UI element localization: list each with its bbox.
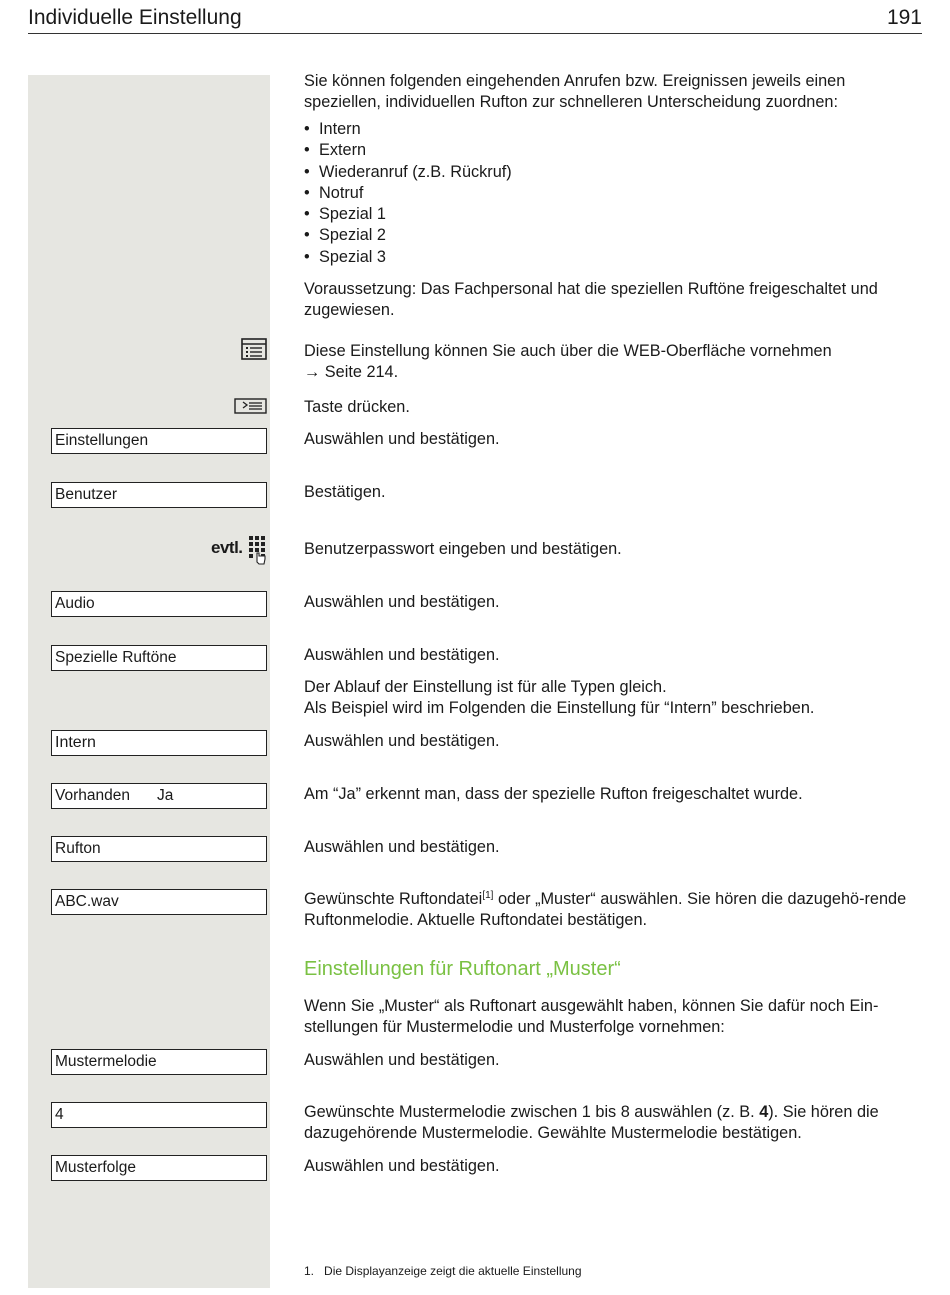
muster-intro: Wenn Sie „Muster“ als Ruftonart ausgewählt haben, können Sie dafür noch Ein-stellungen für Mustermelodie und Musterfolge vornehmen: <box>304 997 879 1037</box>
display-label: Mustermelodie <box>55 1053 157 1070</box>
step-musterfolge: Auswählen und bestätigen. <box>304 1157 500 1175</box>
footnote-marker[interactable]: [1] <box>482 890 494 901</box>
web-note-line: Diese Einstellung können Sie auch über die WEB-Oberfläche vornehmen <box>304 342 832 360</box>
display-label: Musterfolge <box>55 1159 136 1176</box>
procedure-note-line: Als Beispiel wird im Folgenden die Einstellung für “Intern” beschrieben. <box>304 699 815 718</box>
display-value: Ja <box>157 787 174 804</box>
prerequisite-label: Voraussetzung <box>304 280 412 298</box>
example-value: 4 <box>759 1103 769 1121</box>
step-mustermelodie: Auswählen und bestätigen. <box>304 1051 500 1069</box>
prerequisite-text: : Das Fachpersonal hat die speziellen Ruftöne freigeschaltet und zugewiesen. <box>304 280 878 320</box>
step-password: Benutzerpasswort eingeben und bestätigen. <box>304 540 622 558</box>
display-einstellungen[interactable] <box>51 428 267 454</box>
step-text: ). Sie hören die dazugehörende Mustermelodie. Gewählte Mustermelodie bestätigen. <box>304 1103 879 1143</box>
footnote-number: 1. <box>304 1264 315 1278</box>
display-intern[interactable] <box>51 730 267 756</box>
step-text: Gewünschte Ruftondatei <box>304 890 483 908</box>
step-rufton: Auswählen und bestätigen. <box>304 838 500 856</box>
keypad-icon <box>248 535 268 565</box>
list-item: • Spezial 3 <box>304 247 922 268</box>
display-label: Audio <box>55 595 95 612</box>
display-vorhanden[interactable] <box>51 783 267 809</box>
page-section-title: Individuelle Einstellung <box>28 6 242 29</box>
page-reference-link[interactable]: → Seite 214. <box>304 363 399 382</box>
web-note <box>304 341 922 384</box>
step-melody-choice <box>304 1102 922 1145</box>
section-heading: Einstellungen für Ruftonart „Muster“ <box>304 958 621 980</box>
step-text: oder „Muster“ auswählen. Sie hören die dazugehö-rende Ruftonmelodie. Aktuelle Ruftondatei bestätigen. <box>304 890 907 930</box>
intro-paragraph: Sie können folgenden eingehenden Anrufen bzw. Ereignissen jeweils einen speziellen, individuellen Rufton zur schnelleren Unterscheidung zuordnen: <box>304 72 846 112</box>
list-item: • Extern <box>304 140 922 161</box>
footnote-text: Die Displayanzeige zeigt die aktuelle Einstellung <box>324 1264 582 1278</box>
web-interface-icon <box>241 338 267 360</box>
list-item: • Notruf <box>304 183 922 204</box>
display-musterfolge[interactable] <box>51 1155 267 1181</box>
display-rufton[interactable] <box>51 836 267 862</box>
step-vorhanden: Am “Ja” erkennt man, dass der spezielle Rufton freigeschaltet wurde. <box>304 785 803 803</box>
step-benutzer: Bestätigen. <box>304 483 386 501</box>
step-audio: Auswählen und bestätigen. <box>304 593 500 611</box>
display-melody-4[interactable] <box>51 1102 267 1128</box>
display-label: Benutzer <box>55 486 118 503</box>
display-spezielle-ruftoene[interactable] <box>51 645 267 671</box>
display-label: Intern <box>55 734 96 751</box>
evtl-label: evtl. <box>211 538 243 557</box>
step-spezielle: Auswählen und bestätigen. <box>304 646 500 664</box>
step-ringtone-file <box>304 889 922 932</box>
display-label: ABC.wav <box>55 893 119 910</box>
display-abc-wav[interactable] <box>51 889 267 915</box>
display-mustermelodie[interactable] <box>51 1049 267 1075</box>
prerequisite-paragraph <box>304 279 922 322</box>
call-type-list <box>304 119 922 268</box>
display-benutzer[interactable] <box>51 482 267 508</box>
display-label: Rufton <box>55 840 101 857</box>
header-divider <box>28 33 922 34</box>
footnote <box>304 1264 582 1278</box>
list-item: • Spezial 1 <box>304 204 922 225</box>
list-item: • Wiederanruf (z.B. Rückruf) <box>304 162 922 183</box>
list-item: • Intern <box>304 119 922 140</box>
procedure-note-line: Der Ablauf der Einstellung ist für alle Typen gleich. <box>304 678 667 696</box>
step-key-press: Taste drücken. <box>304 398 410 416</box>
display-label: Vorhanden <box>55 787 130 804</box>
step-text: Gewünschte Mustermelodie zwischen 1 bis 8 auswählen (z. B. <box>304 1103 760 1121</box>
procedure-note <box>304 677 922 720</box>
display-label: Spezielle Ruftöne <box>55 649 177 666</box>
page-number: 191 <box>886 6 922 29</box>
step-intern: Auswählen und bestätigen. <box>304 732 500 750</box>
display-audio[interactable] <box>51 591 267 617</box>
menu-key-icon <box>234 398 267 414</box>
display-label: 4 <box>55 1106 64 1123</box>
step-einstellungen: Auswählen und bestätigen. <box>304 430 500 448</box>
list-item: • Spezial 2 <box>304 225 922 246</box>
display-label: Einstellungen <box>55 432 149 449</box>
